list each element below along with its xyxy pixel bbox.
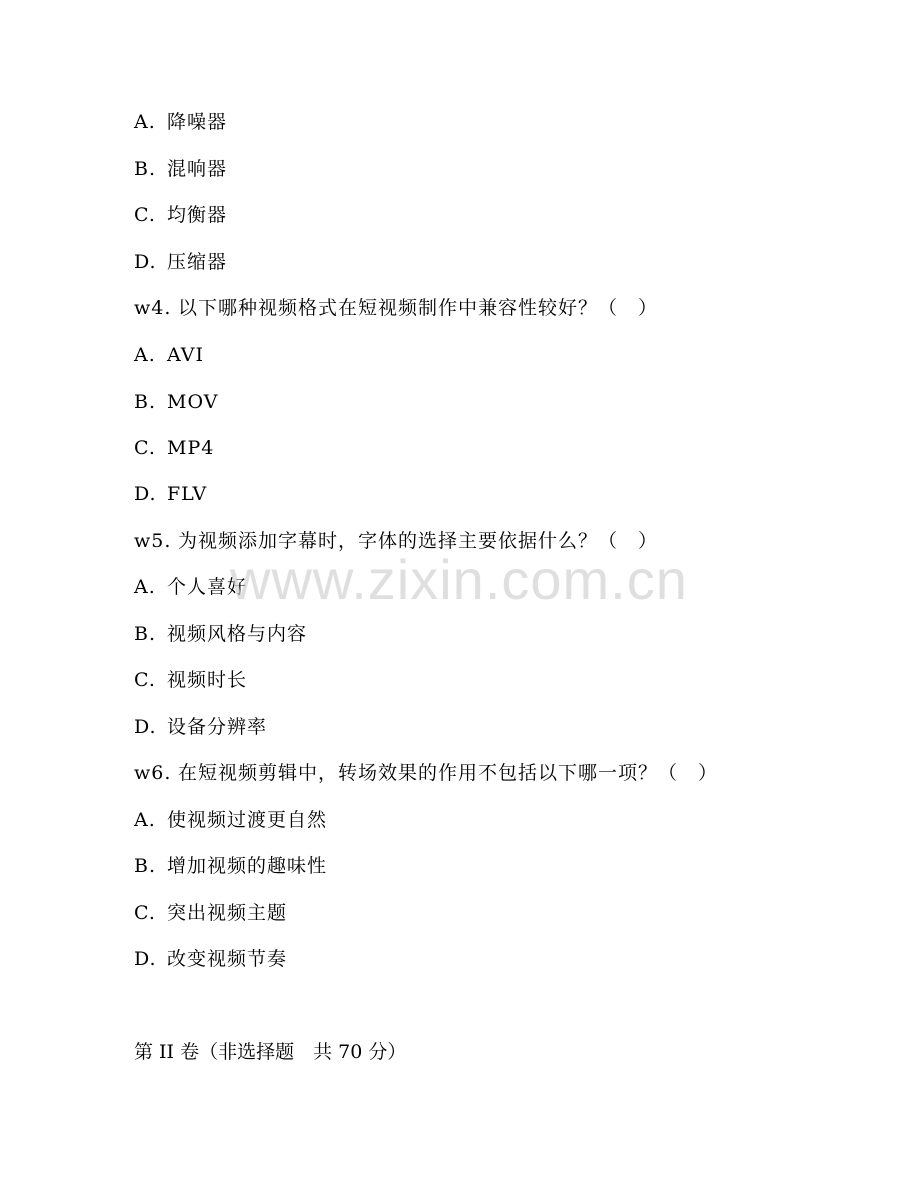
watermark: www.zixin.com.cn: [230, 548, 688, 611]
option-label: C.: [134, 902, 156, 924]
q3-option-a: [134, 110, 227, 134]
q4-option-b: [134, 390, 218, 414]
option-text: 均衡器: [167, 204, 228, 226]
question-text: 在短视频剪辑中，转场效果的作用不包括以下哪一项？（ ）: [178, 762, 719, 784]
option-label: C.: [134, 669, 156, 691]
q4-stem: [134, 296, 658, 320]
option-label: D.: [134, 483, 157, 505]
option-text: FLV: [167, 483, 208, 505]
option-text: 增加视频的趣味性: [167, 855, 328, 877]
q4-option-c: [134, 436, 214, 460]
option-text: 使视频过渡更自然: [167, 809, 328, 831]
option-label: D.: [134, 716, 157, 738]
q6-option-a: [134, 808, 327, 832]
option-label: A.: [134, 809, 156, 831]
option-text: 改变视频节奏: [167, 948, 288, 970]
question-text: 为视频添加字幕时，字体的选择主要依据什么？（ ）: [178, 530, 659, 552]
question-number: w5.: [134, 530, 172, 552]
option-label: B.: [134, 855, 157, 877]
q3-option-c: [134, 203, 227, 227]
option-text: AVI: [167, 344, 205, 366]
option-label: A.: [134, 576, 156, 598]
q6-option-b: [134, 854, 327, 878]
q6-option-d: [134, 947, 287, 971]
option-text: 个人喜好: [167, 576, 248, 598]
option-text: MOV: [167, 391, 219, 413]
option-label: B.: [134, 391, 157, 413]
q4-option-d: [134, 482, 207, 506]
option-label: C.: [134, 437, 156, 459]
q5-option-b: [134, 622, 307, 646]
option-text: MP4: [167, 437, 215, 459]
q3-option-d: [134, 250, 227, 274]
option-text: 压缩器: [167, 251, 228, 273]
q4-option-a: [134, 343, 204, 367]
q6-stem: [134, 761, 718, 785]
option-label: B.: [134, 623, 157, 645]
q6-option-c: [134, 901, 287, 925]
section-title: 第 II 卷（非选择题 共 70 分）: [134, 1041, 407, 1063]
option-text: 视频风格与内容: [167, 623, 308, 645]
option-text: 视频时长: [167, 669, 248, 691]
q5-option-d: [134, 715, 267, 739]
question-number: w6.: [134, 762, 172, 784]
option-label: A.: [134, 344, 156, 366]
option-label: C.: [134, 204, 156, 226]
q3-option-b: [134, 157, 227, 181]
question-text: 以下哪种视频格式在短视频制作中兼容性较好？（ ）: [178, 297, 659, 319]
question-number: w4.: [134, 297, 172, 319]
option-label: B.: [134, 158, 157, 180]
option-text: 设备分辨率: [167, 716, 268, 738]
option-text: 混响器: [167, 158, 228, 180]
q5-option-c: [134, 668, 247, 692]
option-text: 突出视频主题: [167, 902, 288, 924]
option-label: D.: [134, 251, 157, 273]
option-text: 降噪器: [167, 111, 228, 133]
option-label: D.: [134, 948, 157, 970]
option-label: A.: [134, 111, 156, 133]
